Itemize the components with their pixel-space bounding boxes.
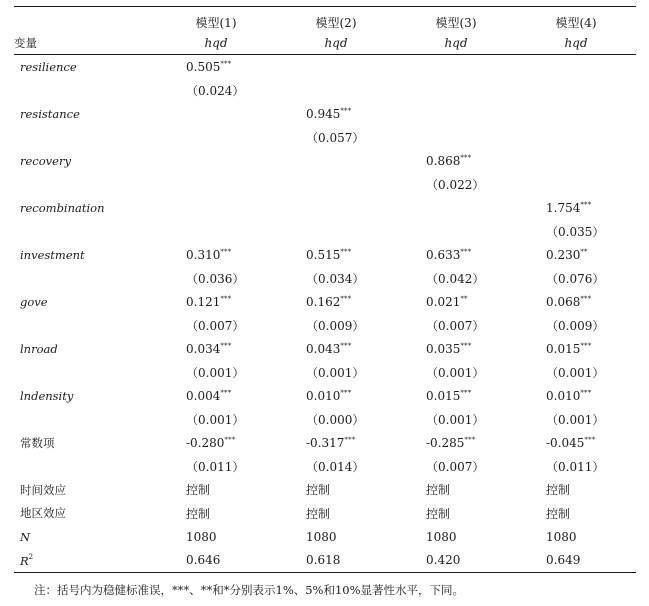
coef-value: 0.035 (426, 341, 461, 356)
se-cell (516, 314, 636, 338)
table-body (14, 55, 636, 573)
table-row (14, 431, 636, 455)
coef-cell (396, 384, 516, 408)
coef-cell (516, 290, 636, 314)
std-error: （0.001） (546, 365, 605, 380)
coef-value: -0.045 (546, 435, 585, 450)
coef-value: 0.015 (546, 341, 581, 356)
significance-stars: *** (580, 294, 592, 303)
coef-value: 0.505 (186, 59, 221, 74)
std-error: （0.007） (426, 318, 485, 333)
footer-value: 控制 (306, 483, 331, 498)
coef-cell (276, 55, 396, 79)
coef-cell (516, 149, 636, 173)
table-row-se (14, 455, 636, 479)
variable-name: investment (20, 247, 85, 262)
significance-stars: *** (224, 435, 236, 444)
std-error: （0.057） (306, 130, 365, 145)
header-row-models (14, 7, 636, 32)
regression-table (14, 6, 636, 573)
footer-row (14, 478, 636, 502)
table-row (14, 243, 636, 267)
significance-stars: *** (340, 106, 352, 115)
footer-value: 0.420 (396, 549, 516, 573)
footer-value: 0.646 (156, 549, 276, 573)
se-cell (276, 455, 396, 479)
se-cell (396, 79, 516, 103)
se-cell (516, 173, 636, 197)
se-cell (396, 267, 516, 291)
std-error: （0.007） (426, 459, 485, 474)
footer-value: 1080 (306, 529, 337, 544)
se-cell (276, 79, 396, 103)
coef-cell (276, 431, 396, 455)
se-cell (516, 361, 636, 385)
footer-name-text: 地区效应 (20, 506, 66, 521)
std-error: （0.014） (306, 459, 365, 474)
coef-cell (396, 243, 516, 267)
significance-stars: ** (460, 294, 468, 303)
coef-value: 0.633 (426, 247, 461, 262)
coef-cell (516, 55, 636, 79)
significance-stars: *** (220, 294, 232, 303)
variable-name: 常数项 (20, 435, 55, 450)
se-cell (396, 173, 516, 197)
se-cell (396, 408, 516, 432)
std-error: （0.001） (186, 412, 245, 427)
significance-stars: *** (464, 435, 476, 444)
coef-cell (156, 102, 276, 126)
dep-var-2: hqd (276, 31, 396, 55)
std-error: （0.036） (186, 271, 245, 286)
coef-value: 0.010 (546, 388, 581, 403)
significance-stars: *** (340, 247, 352, 256)
coef-value: 0.230 (546, 247, 581, 262)
variable-name: recovery (20, 153, 71, 168)
se-cell (276, 408, 396, 432)
coef-value: 0.068 (546, 294, 581, 309)
se-cell (396, 220, 516, 244)
coef-cell (516, 243, 636, 267)
coef-cell (276, 243, 396, 267)
se-cell (156, 173, 276, 197)
se-cell (276, 220, 396, 244)
coef-value: 0.034 (186, 341, 221, 356)
std-error: （0.007） (186, 318, 245, 333)
dep-var-3: hqd (396, 31, 516, 55)
table-row-se (14, 173, 636, 197)
coef-cell (516, 337, 636, 361)
table-row (14, 102, 636, 126)
significance-stars: *** (344, 435, 356, 444)
significance-stars: *** (220, 247, 232, 256)
coef-cell (516, 431, 636, 455)
footer-name-text: N (20, 529, 31, 544)
footer-value: 0.649 (516, 549, 636, 573)
coef-cell (516, 196, 636, 220)
se-cell (276, 314, 396, 338)
significance-stars: *** (220, 59, 232, 68)
coef-cell (276, 337, 396, 361)
variable-name: lndensity (20, 388, 74, 403)
se-cell (396, 314, 516, 338)
coef-cell (156, 384, 276, 408)
empty-cell (14, 126, 156, 150)
se-cell (516, 455, 636, 479)
significance-stars: *** (340, 294, 352, 303)
coef-cell (396, 337, 516, 361)
se-cell (396, 126, 516, 150)
coef-value: 0.043 (306, 341, 341, 356)
dep-var-4: hqd (516, 31, 636, 55)
significance-stars: *** (580, 200, 592, 209)
footer-value: 控制 (186, 483, 211, 498)
se-cell (156, 455, 276, 479)
significance-stars: *** (460, 153, 472, 162)
model-2-header: 模型(2) (276, 7, 396, 32)
se-cell (156, 408, 276, 432)
footer-value: 1080 (186, 529, 217, 544)
footer-variable-name (14, 502, 156, 526)
std-error: （0.022） (426, 177, 485, 192)
coef-cell (276, 384, 396, 408)
table-row-se (14, 126, 636, 150)
significance-stars: *** (460, 341, 472, 350)
coef-cell (396, 149, 516, 173)
empty-cell (14, 173, 156, 197)
footer-value: 控制 (306, 506, 331, 521)
table-row (14, 290, 636, 314)
significance-stars: *** (340, 341, 352, 350)
se-cell (396, 361, 516, 385)
empty-cell (14, 455, 156, 479)
coef-value: 0.004 (186, 388, 221, 403)
se-cell (516, 126, 636, 150)
empty-cell (14, 267, 156, 291)
footer-value: 控制 (426, 506, 451, 521)
header-empty-cell (14, 7, 156, 32)
coef-value: -0.317 (306, 435, 345, 450)
coef-cell (396, 196, 516, 220)
table-row (14, 337, 636, 361)
coef-cell (156, 337, 276, 361)
footer-value: 控制 (186, 506, 211, 521)
table-note: 注：括号内为稳健标准误，***、**和*分别表示1%、5%和10%显著性水平，下同。 (34, 583, 465, 597)
se-cell (396, 455, 516, 479)
coef-value: 0.010 (306, 388, 341, 403)
coef-value: 0.515 (306, 247, 341, 262)
dep-var-1: hqd (156, 31, 276, 55)
table-row (14, 55, 636, 79)
significance-stars: *** (220, 388, 232, 397)
empty-cell (14, 408, 156, 432)
empty-cell (14, 361, 156, 385)
model-1-header: 模型(1) (156, 7, 276, 32)
empty-cell (14, 79, 156, 103)
footer-value: 1080 (546, 529, 577, 544)
significance-stars: *** (460, 388, 472, 397)
coef-value: -0.285 (426, 435, 465, 450)
std-error: （0.000） (306, 412, 365, 427)
significance-stars: *** (220, 341, 232, 350)
table-row (14, 149, 636, 173)
coef-cell (156, 196, 276, 220)
coef-value: 0.945 (306, 106, 341, 121)
significance-stars: *** (584, 435, 596, 444)
std-error: （0.001） (306, 365, 365, 380)
coef-cell (276, 102, 396, 126)
table-row-se (14, 220, 636, 244)
se-cell (516, 220, 636, 244)
se-cell (156, 267, 276, 291)
table-row-se (14, 361, 636, 385)
footer-variable-name (14, 525, 156, 549)
se-cell (516, 408, 636, 432)
footer-name-text: 时间效应 (20, 482, 66, 497)
coef-value: 0.015 (426, 388, 461, 403)
significance-stars: *** (580, 341, 592, 350)
header-row-dep (14, 31, 636, 55)
coef-cell (156, 149, 276, 173)
coef-cell (396, 290, 516, 314)
se-cell (156, 314, 276, 338)
regression-table-container (14, 6, 636, 573)
table-row-se (14, 267, 636, 291)
footer-value: 控制 (546, 506, 571, 521)
std-error: （0.011） (186, 459, 245, 474)
std-error: （0.009） (306, 318, 365, 333)
se-cell (276, 173, 396, 197)
std-error: （0.011） (546, 459, 605, 474)
significance-stars: *** (460, 247, 472, 256)
coef-cell (276, 196, 396, 220)
coef-value: 0.868 (426, 153, 461, 168)
se-cell (276, 361, 396, 385)
significance-stars: ** (580, 247, 588, 256)
coef-value: 0.121 (186, 294, 221, 309)
table-row (14, 384, 636, 408)
footer-value: 控制 (546, 483, 571, 498)
std-error: （0.042） (426, 271, 485, 286)
coef-cell (156, 243, 276, 267)
variable-column-header: 变量 (14, 31, 156, 55)
footer-value: 1080 (426, 529, 457, 544)
model-3-header: 模型(3) (396, 7, 516, 32)
std-error: （0.076） (546, 271, 605, 286)
se-cell (156, 126, 276, 150)
variable-name: resistance (20, 106, 80, 121)
empty-cell (14, 220, 156, 244)
coef-cell (276, 149, 396, 173)
coef-value: 0.021 (426, 294, 461, 309)
se-cell (276, 126, 396, 150)
se-cell (156, 361, 276, 385)
significance-stars: *** (340, 388, 352, 397)
coef-cell (276, 290, 396, 314)
model-4-header: 模型(4) (516, 7, 636, 32)
table-row (14, 196, 636, 220)
footer-name-text: R (20, 553, 29, 568)
std-error: （0.035） (546, 224, 605, 239)
footer-row (14, 525, 636, 549)
coef-cell (516, 102, 636, 126)
coef-cell (156, 55, 276, 79)
std-error: （0.001） (426, 412, 485, 427)
footer-value: 控制 (426, 483, 451, 498)
variable-name: lnroad (20, 341, 58, 356)
empty-cell (14, 314, 156, 338)
std-error: （0.001） (546, 412, 605, 427)
coef-cell (156, 290, 276, 314)
coef-cell (396, 431, 516, 455)
se-cell (516, 79, 636, 103)
variable-name: gove (20, 294, 48, 309)
se-cell (156, 79, 276, 103)
footer-row (14, 502, 636, 526)
std-error: （0.001） (426, 365, 485, 380)
footer-value: 0.618 (276, 549, 396, 573)
std-error: （0.001） (186, 365, 245, 380)
table-row-se (14, 314, 636, 338)
superscript: 2 (28, 552, 34, 561)
coef-value: 1.754 (546, 200, 581, 215)
footer-variable-name (14, 478, 156, 502)
coef-cell (156, 431, 276, 455)
coef-value: -0.280 (186, 435, 225, 450)
coef-cell (396, 55, 516, 79)
coef-value: 0.162 (306, 294, 341, 309)
se-cell (156, 220, 276, 244)
significance-stars: *** (580, 388, 592, 397)
footer-row (14, 549, 636, 573)
se-cell (276, 267, 396, 291)
std-error: （0.034） (306, 271, 365, 286)
table-row-se (14, 408, 636, 432)
variable-name: recombination (20, 200, 105, 215)
coef-value: 0.310 (186, 247, 221, 262)
table-row-se (14, 79, 636, 103)
std-error: （0.024） (186, 83, 245, 98)
footer-variable-name (14, 549, 156, 573)
variable-name: resilience (20, 59, 77, 74)
coef-cell (516, 384, 636, 408)
coef-cell (396, 102, 516, 126)
se-cell (516, 267, 636, 291)
std-error: （0.009） (546, 318, 605, 333)
